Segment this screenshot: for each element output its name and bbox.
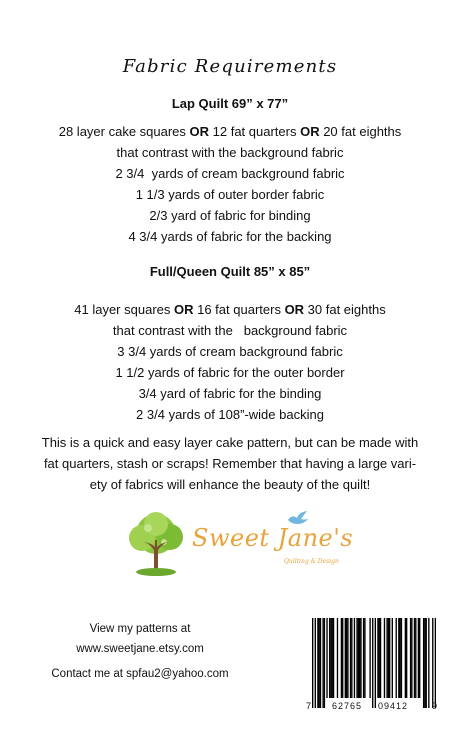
etsy-url[interactable]: www.sweetjane.etsy.com xyxy=(76,643,204,655)
barcode-bar xyxy=(358,618,359,698)
queen-quilt-heading: Full/Queen Quilt 85” x 85” xyxy=(149,264,311,279)
barcode-bar xyxy=(322,618,323,708)
barcode-bar xyxy=(410,618,411,698)
queen-quilt-requirements xyxy=(0,299,460,425)
barcode-bar xyxy=(354,618,355,698)
barcode-bar xyxy=(432,618,433,708)
barcode-bar xyxy=(388,618,389,698)
barcode-bar xyxy=(345,618,346,698)
barcode-bar xyxy=(401,618,402,698)
sweet-janes-logo xyxy=(124,510,354,582)
barcode-bar xyxy=(392,618,393,698)
patterns-link-label: View my patterns at xyxy=(89,623,191,635)
barcode-bar xyxy=(372,618,373,708)
barcode-right-digits: 09412 xyxy=(378,701,409,711)
barcode-bar xyxy=(377,618,378,698)
barcode-bars xyxy=(312,618,436,714)
barcode-bar xyxy=(418,618,419,698)
lap-line-3: 2 3/4 yards of cream background fabric xyxy=(115,166,345,181)
brand-tagline: Quilting & Design xyxy=(284,558,339,565)
barcode-bar xyxy=(350,618,351,698)
queen-line-3: 3 3/4 yards of cream background fabric xyxy=(117,344,343,359)
barcode-bar xyxy=(332,618,333,698)
barcode-lead-digit: 7 xyxy=(306,701,312,711)
queen-line-1: 41 layer squares OR 16 fat quarters OR 30 fat eighths xyxy=(74,302,386,317)
lap-line-1: 28 layer cake squares OR 12 fat quarters OR 20 fat eighths xyxy=(58,124,402,139)
barcode-bar xyxy=(423,618,424,708)
barcode-bar xyxy=(406,618,407,698)
note-line-2: fat quarters, stash or scraps! Remember that having a large vari- xyxy=(43,456,417,471)
barcode-bar xyxy=(364,618,365,698)
queen-line-5: 3/4 yard of fabric for the binding xyxy=(138,386,322,401)
note-line-3: ety of fabrics will enhance the beauty of the quilt! xyxy=(89,477,371,492)
barcode-bar xyxy=(435,618,436,708)
barcode-bar xyxy=(360,618,361,698)
barcode-bar xyxy=(424,618,425,708)
barcode-bar xyxy=(324,618,325,708)
barcode-bar xyxy=(347,618,348,698)
tree-icon xyxy=(124,510,188,580)
page-title: Fabric Requirements xyxy=(122,56,338,77)
barcode-bar xyxy=(419,618,420,698)
barcode-bar xyxy=(399,618,400,698)
barcode-bar xyxy=(330,618,331,698)
barcode-bar xyxy=(319,618,320,708)
barcode-bar xyxy=(384,618,385,698)
barcode-bar xyxy=(396,618,397,698)
bird-icon xyxy=(286,510,310,528)
barcode-bar xyxy=(411,618,412,698)
barcode-bar xyxy=(386,618,387,698)
barcode-bar xyxy=(312,618,313,708)
queen-line-2: that contrast with the background fabric xyxy=(112,323,348,338)
barcode-bar xyxy=(359,618,360,698)
lap-quilt-requirements xyxy=(0,121,460,247)
barcode-bar xyxy=(341,618,342,698)
lap-line-5: 2/3 yard of fabric for binding xyxy=(149,208,311,223)
barcode-check-digit: 9 xyxy=(432,701,438,711)
barcode-bar xyxy=(363,618,364,698)
note-line-1: This is a quick and easy layer cake pattern, but can be made with xyxy=(41,435,419,450)
barcode-bar xyxy=(351,618,352,698)
barcode-bar xyxy=(405,618,406,698)
barcode-bar xyxy=(428,618,429,708)
lap-line-2: that contrast with the background fabric xyxy=(116,145,344,160)
upc-barcode xyxy=(306,618,438,714)
barcode-bar xyxy=(369,618,370,698)
barcode-bar xyxy=(320,618,321,708)
barcode-bar xyxy=(389,618,390,698)
barcode-bar xyxy=(375,618,376,708)
pattern-note xyxy=(28,432,432,495)
barcode-bar xyxy=(315,618,316,708)
barcode-bar xyxy=(398,618,399,698)
barcode-bar xyxy=(342,618,343,698)
brand-name: Sweet Jane's xyxy=(192,524,354,552)
lap-quilt-heading: Lap Quilt 69” x 77” xyxy=(171,96,289,111)
barcode-bar xyxy=(329,618,330,698)
lap-line-6: 4 3/4 yards of fabric for the backing xyxy=(128,229,332,244)
barcode-bar xyxy=(415,618,416,698)
barcode-bar xyxy=(380,618,381,698)
barcode-bar xyxy=(426,618,427,708)
barcode-bar xyxy=(317,618,318,708)
lap-line-4: 1 1/3 yards of outer border fabric xyxy=(135,187,325,202)
barcode-bar xyxy=(379,618,380,698)
queen-line-4: 1 1/2 yards of fabric for the outer border xyxy=(115,365,345,380)
contact-email[interactable]: Contact me at spfau2@yahoo.com xyxy=(51,668,229,680)
barcode-bar xyxy=(326,618,327,698)
barcode-bar xyxy=(356,618,357,698)
barcode-bar xyxy=(333,618,334,698)
queen-line-6: 2 3/4 yards of 108”-wide backing xyxy=(136,407,324,422)
barcode-bar xyxy=(414,618,415,698)
barcode-left-digits: 62765 xyxy=(332,701,363,711)
barcode-bar xyxy=(346,618,347,698)
barcode-bar xyxy=(337,618,338,698)
